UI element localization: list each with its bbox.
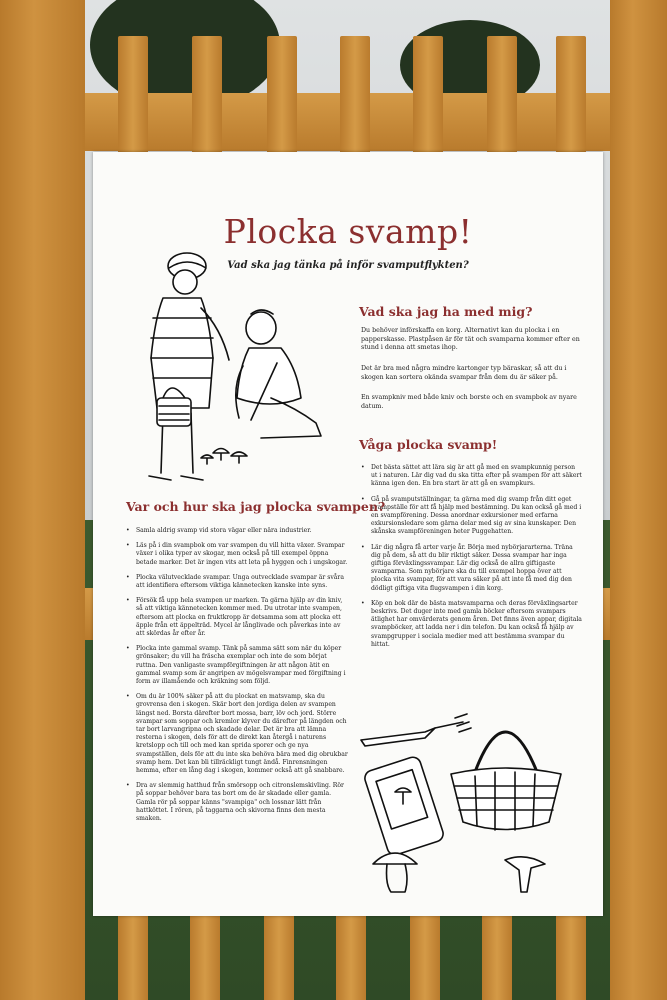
fence-slat	[413, 36, 443, 156]
dare-to-pick-list	[361, 464, 583, 656]
heading-dare-to-pick: Våga plocka svamp!	[359, 437, 498, 452]
fence-slat	[192, 36, 222, 156]
paragraph: En svampkniv med både kniv och borste och en svampbok av nyare datum.	[361, 394, 577, 410]
list-item: • Plocka välutvecklade svampar. Unga outvecklade svampar är svåra att identifiera eftersom viktiga kännetecken kanske inte syns.	[126, 574, 348, 590]
fence-slat-lower	[410, 910, 440, 1000]
fence-slat	[340, 36, 370, 156]
information-sign	[93, 152, 603, 916]
tools-illustration	[355, 692, 585, 902]
list-item: • Dra av slemmig hatthud från smörsopp och citronslemskivling. Rör på soppar behöver bara tas bort om de är skadade eller gamla. Gamla rör på soppar känns "svampiga" och lossnar lätt från hattköttet. I rören, på taggarna och skivorna finns den mesta smaken.	[126, 782, 348, 823]
list-item: • Köp en bok där de bästa matsvamparna och deras förväxlingsarter beskrivs. Det duger inte med gamla böcker eftersom svampars ätlighet har omvärderats genom åren. Det finns även appar, digitala svampböcker, att ladda ner i din telefon. Du kan också få hjälp av svampgrupper i sociala medier med att bestämma svampar du hittat.	[361, 600, 583, 649]
list-item: • Läs på i din svampbok om var svampen du vill hitta växer. Svampar växer i olika typer av skogar, men också på till exempel öppna betade marker. Det är ingen vits att leta på hyggen och i ungskogar.	[126, 542, 348, 567]
list-item: • Lär dig några få arter varje år. Börja med nybörjararterna. Träna dig på dem, så att du blir riktigt säker. Dessa svampar har inga giftiga förväxlingssvampar. Lär dig också de allra giftigaste svamparna. Som nybörjare ska du till exempel hoppa över att plocka vita svampar, för att vara säker på att inte få med dig den dödligt giftiga vita flugsvampen i din korg.	[361, 544, 583, 593]
fence-post-right	[610, 0, 667, 1000]
fence-slat-lower	[336, 910, 366, 1000]
paragraph: Du behöver införskaffa en korg. Alternativt kan du plocka i en papperskasse. Plastpåsen är för tät och svamparna kommer efter en stund i denna att smetas ihop.	[361, 327, 580, 352]
list-item: • Plocka inte gammal svamp. Tänk på samma sätt som när du köper grönsaker; du vill ha fräscha exemplar och inte de som börjat ruttna. Den vanligaste svampförgiftningen är att någon ätit en gammal svamp som är angripen av mögelsvampar med förgiftning i form av illamående och kräkning som följd.	[126, 645, 348, 686]
heading-what-to-bring: Vad ska jag ha med mig?	[359, 304, 533, 319]
fence-slat	[487, 36, 517, 156]
list-item: • Om du är 100% säker på att du plockat en matsvamp, ska du grovrensa den i skogen. Skär bort den jordiga delen av svampen längst ned. Borsta därefter bort mossa, barr, löv och jord. Större svampar som soppar och kremlor klyver du därefter på längden och tar bort larvangripna och skadade delar. Det är bra att lämna resterna i skogen, dels för att de direkt kan återgå i naturens kretslopp och till och med kan sprida sporer och ge nya svampställen, dels för att du inte ska behöva bära med dig obrukbar svamp hem. Det kan bli tillräckligt tungt ändå. Finrensningen hemma, efter en lång dag i skogen, kommer också att gå snabbare.	[126, 693, 348, 775]
list-item: • Gå på svamputställningar, ta gärna med dig svamp från ditt eget svampställe för att få hjälp med bestämning. Du kan också gå med i en svampförening. Dessa anordnar exkursioner med erfarna exkursionsledare som gärna delar med sig av sina kunskaper. Den skånska svampföreningen heter Puggehatten.	[361, 496, 583, 537]
fence-slat	[118, 36, 148, 156]
fence-post-left	[0, 0, 85, 1000]
paragraph: Det är bra med några mindre kartonger typ bäraskar, så att du i skogen kan sortera okända svampar från dem du är säker på.	[361, 365, 567, 381]
sign-title: Plocka svamp!	[223, 212, 473, 251]
mushroom-pickers-illustration	[121, 248, 336, 493]
heading-where-and-how: Var och hur ska jag plocka svampen?	[126, 499, 386, 514]
fence-slat-lower	[264, 910, 294, 1000]
fence-slat	[556, 36, 586, 156]
list-item: • Samla aldrig svamp vid stora vägar eller nära industrier.	[126, 527, 348, 535]
fence-slat	[267, 36, 297, 156]
list-item: • Det bästa sättet att lära sig är att gå med en svampkunnig person ut i naturen. Lär dig vad du ska titta efter på svampen för att säkert känna igen den. En bra start är att gå en svampkurs.	[361, 464, 583, 489]
sign-subtitle: Vad ska jag tänka på inför svamputflykten?	[227, 260, 469, 271]
fence-slat-lower	[190, 910, 220, 1000]
where-and-how-list	[126, 527, 348, 830]
list-item: • Försök få upp hela svampen ur marken. Ta gärna hjälp av din kniv, så att viktiga kännetecken kommer med. Du utrotar inte svampen, eftersom att plocka en fruktkropp är detsamma som att plocka ett äpple från ett äppelträd. Mycel är långlivade och påverkas inte av att skördas år efter år.	[126, 597, 348, 638]
fence-slat-lower	[118, 910, 148, 1000]
fence-slat-lower	[482, 910, 512, 1000]
fence-slat-lower	[556, 910, 586, 1000]
